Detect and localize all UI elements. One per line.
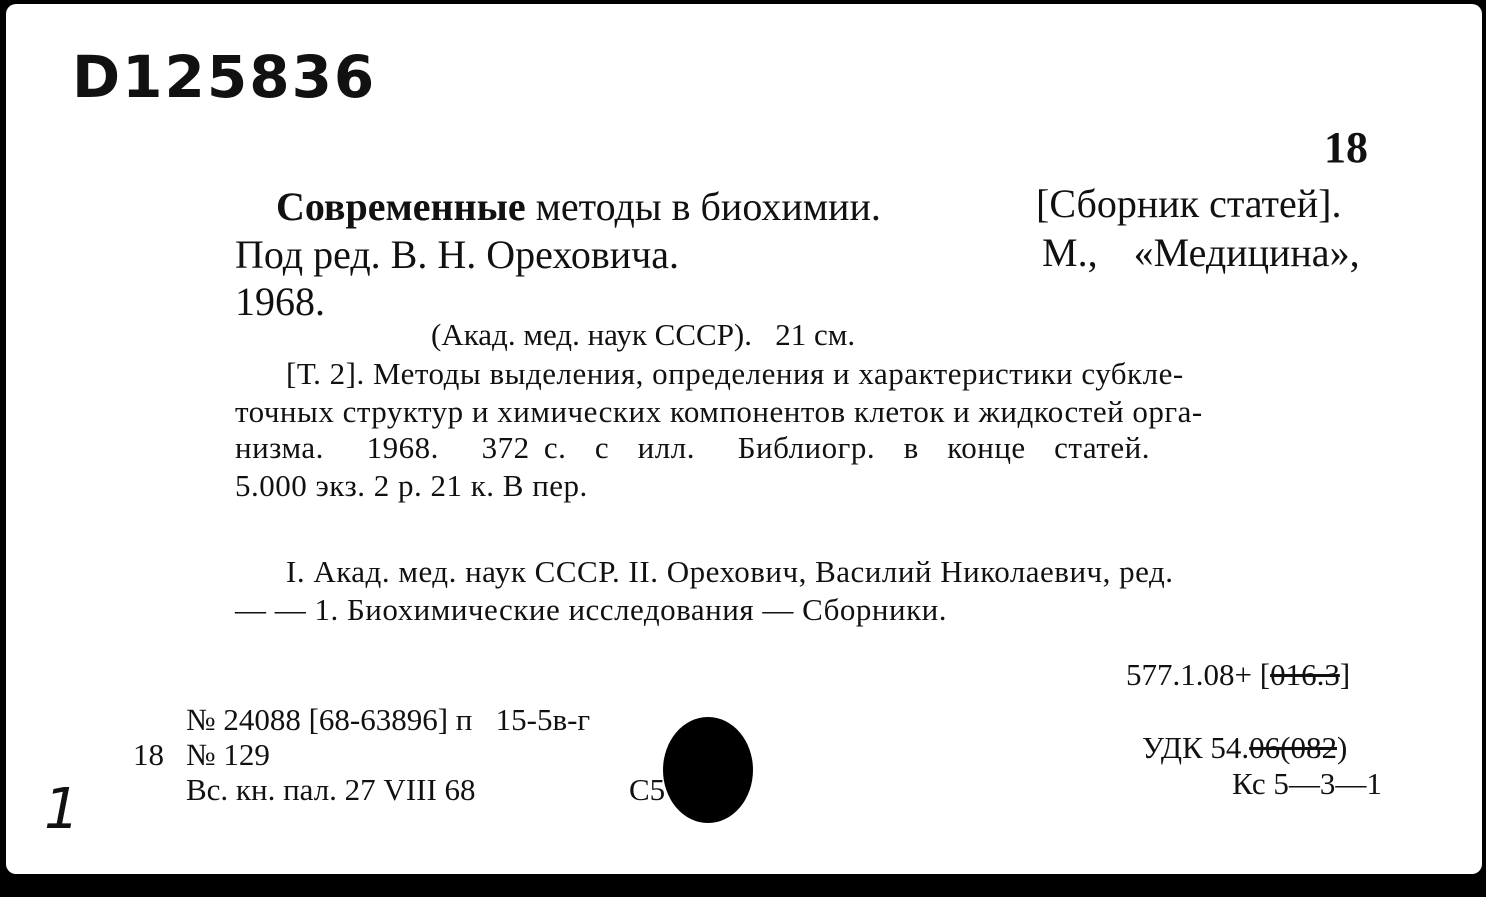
title-bold-word: Современные — [276, 184, 526, 229]
publication-year: 1968. — [235, 279, 325, 324]
udk-struck: 06(082 — [1249, 730, 1337, 765]
chamber-tail: С5 — [629, 772, 666, 807]
copies-line: № 129 — [186, 737, 270, 772]
class-number-struck: 016.3 — [1270, 657, 1340, 692]
catalog-card — [6, 4, 1482, 874]
accession-number: D125836 — [72, 43, 377, 111]
title-line — [276, 184, 881, 229]
volume-line-2: точных структур и химических компонентов клеток и жидкостей орга- — [235, 394, 1203, 429]
order-number-line: № 24088 [68-63896] п 15-5в-г — [186, 702, 591, 737]
publisher: М., «Медицина», — [1042, 230, 1360, 275]
collection-note: [Сборник статей]. — [1036, 181, 1342, 226]
series-note: (Акад. мед. наук СССР). 21 см. — [431, 317, 856, 352]
tracing-line-1: I. Акад. мед. наук СССР. II. Орехович, Василий Николаевич, ред. — [286, 554, 1174, 589]
copies-prefix: 18 — [133, 737, 164, 772]
volume-line-3: низма. 1968. 372 с. с илл. Библиогр. в конце статей. — [235, 430, 1150, 465]
class-number: 577.1.08+ [016.3] — [1126, 657, 1351, 692]
kc-code: Кс 5—3—1 — [1232, 766, 1382, 801]
editor-line: Под ред. В. Н. Ореховича. — [235, 232, 679, 277]
volume-line-1: [Т. 2]. Методы выделения, определения и характеристики субкле- — [286, 356, 1184, 391]
tracing-line-2: — — 1. Биохимические исследования — Сборники. — [235, 592, 947, 627]
volume-line-4: 5.000 экз. 2 р. 21 к. В пер. — [235, 468, 588, 503]
ink-blot — [663, 717, 753, 823]
chamber-line: Вс. кн. пал. 27 VIII 68 — [186, 772, 476, 807]
title-rest: методы в биохимии. — [535, 184, 881, 229]
card-number: 18 — [1324, 123, 1368, 172]
handwritten-mark: 1 — [44, 777, 80, 842]
udk-line: УДК 54.06(082) — [1142, 730, 1348, 765]
